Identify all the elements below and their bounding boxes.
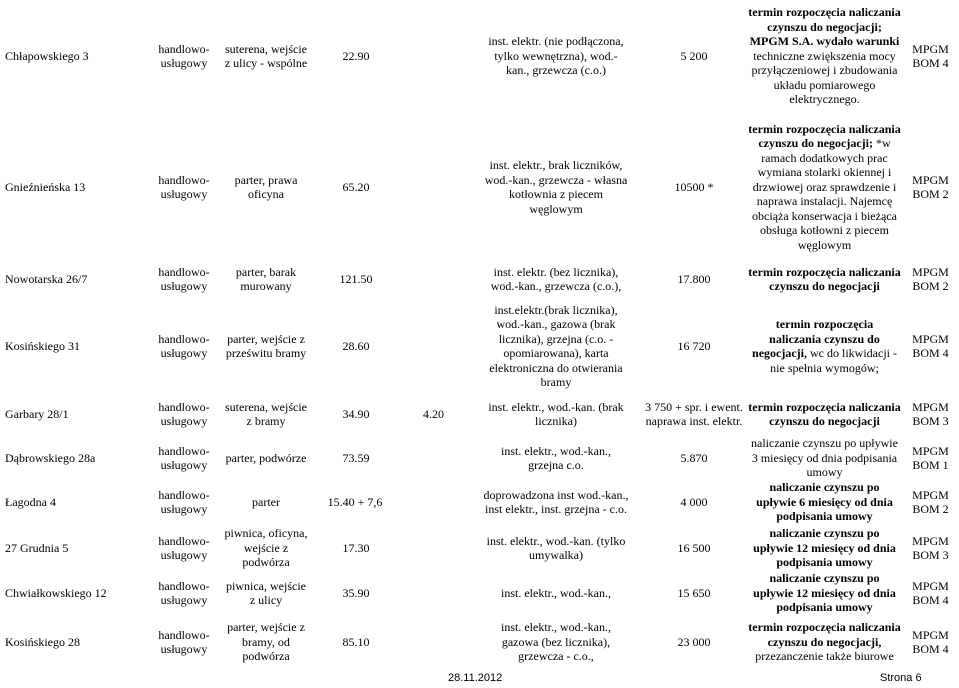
utilities-line: inst elektr., inst. grzejna - c.o. xyxy=(485,502,627,516)
area-value: 28.60 xyxy=(342,338,370,353)
notes-bold-line: czynszu do negocjacji xyxy=(769,279,880,293)
type-cell xyxy=(152,0,216,112)
notes-bold-line: termin rozpoczęcia naliczania xyxy=(748,399,901,414)
unit-cell xyxy=(902,258,959,300)
utilities-line: bramy xyxy=(540,375,572,389)
type-line: usługowy xyxy=(160,279,208,293)
notes-bold-line: naliczania czynszu do xyxy=(769,331,880,346)
area-cell xyxy=(316,258,396,300)
utilities-line: wod.-kan., grzewcza (c.o.), xyxy=(490,279,622,293)
area-value: 17.30 xyxy=(342,540,370,555)
notes-bold-line: termin rozpoczęcia naliczania xyxy=(748,5,901,20)
notes-line: obciąża konserwacja i bieżąca xyxy=(752,208,897,223)
location-line: podwórza xyxy=(242,555,290,570)
address-cell xyxy=(0,258,152,300)
location-line: oficyna xyxy=(248,187,284,201)
utilities-line: grzewcza - c.o., xyxy=(518,649,594,664)
type-line: usługowy xyxy=(160,458,208,472)
unit-line: MPGM xyxy=(912,487,949,502)
utilities-line: węglowym xyxy=(529,201,583,216)
location-line: prześwitu bramy xyxy=(225,346,307,360)
unit-line: MPGM xyxy=(912,533,949,548)
unit-line: MPGM xyxy=(912,264,949,279)
notes-line: przyłączeniowej i zbudowania xyxy=(751,63,898,78)
area-value: 85.10 xyxy=(342,634,370,649)
unit-cell xyxy=(902,392,959,436)
utilities-line: kotłownia z piecem xyxy=(509,187,603,201)
utilities-line: inst. elektr., wod.-kan., xyxy=(501,443,611,458)
utilities-line: umywalka) xyxy=(529,548,583,562)
notes-line: umowy xyxy=(806,465,843,480)
location-cell xyxy=(216,116,316,258)
unit-cell xyxy=(902,614,959,670)
address-text: Gnieźnieńska 13 xyxy=(5,179,86,194)
location-line: z ulicy - wspólne xyxy=(224,56,308,70)
address-cell xyxy=(0,572,152,614)
notes-cell xyxy=(747,436,902,480)
rent-value: 16 500 xyxy=(677,540,711,555)
type-cell xyxy=(152,392,216,436)
area-cell xyxy=(316,116,396,258)
address-text: Kosińskiego 31 xyxy=(5,338,80,353)
notes-bold-line: naliczanie czynszu po xyxy=(769,526,880,541)
location-line: z bramy xyxy=(246,414,286,428)
notes-line: techniczne zwiększenia mocy xyxy=(753,48,896,63)
location-line: piwnica, oficyna, xyxy=(224,526,308,541)
rent-cell xyxy=(641,480,747,524)
notes-bold-line: upływie 12 miesięcy od dnia xyxy=(753,585,896,600)
unit-cell xyxy=(902,300,959,392)
type-line: usługowy xyxy=(160,593,208,607)
location-line: parter, prawa xyxy=(234,172,298,187)
type-line: handlowo- xyxy=(158,264,210,279)
unit-line: BOM 2 xyxy=(912,502,949,516)
type-cell xyxy=(152,572,216,614)
utilities-line: inst. elektr. (nie podłączona, xyxy=(488,34,624,49)
unit-line: MPGM xyxy=(912,627,949,642)
utilities-line: inst. elektr., wod.-kan. (brak xyxy=(488,399,624,414)
utilities-cell xyxy=(471,0,641,112)
unit-line: BOM 4 xyxy=(912,593,949,607)
location-line: murowany xyxy=(240,279,292,293)
area-value: 73.59 xyxy=(342,450,370,465)
address-text: 27 Grudnia 5 xyxy=(5,540,69,555)
notes-line: ramach dodatkowych prac xyxy=(761,150,888,165)
utilities-line: opomiarowana), karta xyxy=(503,346,609,360)
notes-bold-line: upływie 6 miesięcy od dnia xyxy=(756,494,893,509)
location-line: suterena, wejście xyxy=(225,41,307,56)
area-value: 34.90 xyxy=(342,406,370,421)
utilities-cell xyxy=(471,300,641,392)
type-line: handlowo- xyxy=(158,172,210,187)
unit-cell xyxy=(902,480,959,524)
notes-cell xyxy=(747,614,902,670)
type-line: usługowy xyxy=(160,346,208,360)
notes-line: układu pomiarowego xyxy=(773,77,876,92)
notes-bold-line: termin rozpoczęcia naliczania xyxy=(748,620,901,635)
location-cell xyxy=(216,300,316,392)
utilities-line: gazowa (bez licznika), xyxy=(501,634,611,649)
rent-cell xyxy=(641,392,747,436)
notes-bold-line: MPGM S.A. wydało warunki xyxy=(749,34,900,49)
rent-cell xyxy=(641,614,747,670)
utilities-cell xyxy=(471,436,641,480)
address-cell xyxy=(0,392,152,436)
notes-line: naprawa instalacji. Najemcę xyxy=(756,194,893,209)
address-text: Dąbrowskiego 28a xyxy=(5,450,96,465)
area-value: 15.40 + 7,6 xyxy=(327,494,383,509)
rent-cell xyxy=(641,524,747,572)
address-cell xyxy=(0,300,152,392)
notes-bold-line: podpisania umowy xyxy=(776,600,873,615)
location-cell xyxy=(216,572,316,614)
rent-value: 5 200 xyxy=(680,48,708,63)
area-value: 121.50 xyxy=(339,271,373,286)
rent-cell xyxy=(641,436,747,480)
notes-line: 3 miesięcy od dnia podpisania xyxy=(751,450,898,465)
address-cell xyxy=(0,524,152,572)
notes-bold-line: czynszu do negocjacji, xyxy=(767,634,882,649)
footer-page: Strona 6 xyxy=(880,672,922,684)
notes-bold-line: negocjacji, xyxy=(752,346,807,360)
address-text: Kosińskiego 28 xyxy=(5,634,80,649)
utilities-line: inst.elektr.(brak licznika), xyxy=(494,302,618,317)
rent-value: 4 000 xyxy=(680,494,708,509)
notes-bold-line: termin rozpoczęcia xyxy=(775,317,874,331)
utilities-line: inst. elektr., wod.-kan., xyxy=(501,585,611,600)
utilities-cell xyxy=(471,480,641,524)
rent-value: 17.800 xyxy=(677,271,711,286)
rent-value: 5.870 xyxy=(680,450,708,465)
unit-line: BOM 4 xyxy=(912,56,949,70)
utilities-line: inst. elektr. (bez licznika), xyxy=(493,264,619,279)
unit-line: BOM 2 xyxy=(912,279,949,293)
location-line: parter, podwórze xyxy=(225,450,307,465)
address-cell xyxy=(0,480,152,524)
address-text: Garbary 28/1 xyxy=(5,406,69,421)
type-line: usługowy xyxy=(160,56,208,70)
unit-line: MPGM xyxy=(912,399,949,414)
rent-cell xyxy=(641,300,747,392)
address-cell xyxy=(0,116,152,258)
type-line: handlowo- xyxy=(158,399,210,414)
type-line: handlowo- xyxy=(158,578,210,593)
area-cell xyxy=(316,392,396,436)
area-cell xyxy=(316,300,396,392)
utilities-line: doprowadzona inst wod.-kan., xyxy=(483,487,629,502)
type-line: handlowo- xyxy=(158,443,210,458)
type-line: usługowy xyxy=(160,642,208,656)
notes-bold-line: podpisania umowy xyxy=(776,509,873,524)
notes-line: elektrycznego. xyxy=(789,92,860,107)
location-line: suterena, wejście xyxy=(225,399,307,414)
unit-line: BOM 2 xyxy=(912,187,949,201)
unit-line: MPGM xyxy=(912,41,949,56)
notes-cell xyxy=(747,116,902,258)
rent-value: 16 720 xyxy=(677,338,711,353)
notes-bold-line: termin rozpoczęcia naliczania xyxy=(748,264,901,279)
location-cell xyxy=(216,524,316,572)
notes-bold-line: naliczanie czynszu po xyxy=(769,480,880,495)
type-line: handlowo- xyxy=(158,627,210,642)
notes-bold-line: termin rozpoczęcia naliczania xyxy=(748,121,901,136)
notes-cell xyxy=(747,524,902,572)
location-cell xyxy=(216,258,316,300)
notes-cell xyxy=(747,572,902,614)
utilities-line: tylko wewnętrzna), wod.- xyxy=(494,48,618,63)
address-text: Chłapowskiego 3 xyxy=(5,48,89,63)
address-text: Nowotarska 26/7 xyxy=(5,271,88,286)
rent-value: 3 750 + spr. i ewent. xyxy=(645,399,743,414)
notes-line: przezanczenie także biurowe xyxy=(755,649,894,664)
notes-cell xyxy=(747,392,902,436)
area2-cell xyxy=(396,392,471,436)
type-cell xyxy=(152,614,216,670)
type-line: usługowy xyxy=(160,414,208,428)
utilities-cell xyxy=(471,116,641,258)
type-cell xyxy=(152,300,216,392)
utilities-cell xyxy=(471,614,641,670)
utilities-line: licznika), grzejna (c.o. - xyxy=(498,331,614,346)
unit-line: BOM 4 xyxy=(912,346,949,360)
unit-cell xyxy=(902,572,959,614)
type-line: handlowo- xyxy=(158,331,210,346)
location-line: piwnica, wejście xyxy=(226,578,306,593)
address-cell xyxy=(0,436,152,480)
location-line: parter, wejście z xyxy=(227,620,305,635)
utilities-cell xyxy=(471,258,641,300)
area-cell xyxy=(316,614,396,670)
notes-line: wymiana stolarki okiennej i xyxy=(757,165,892,180)
unit-line: MPGM xyxy=(912,331,949,346)
notes-line: nie spełnia wymogów; xyxy=(770,360,879,375)
utilities-line: elektroniczna do otwierania xyxy=(489,360,623,375)
area-value: 35.90 xyxy=(342,585,370,600)
notes-cell xyxy=(747,300,902,392)
utilities-line: inst. elektr., wod.-kan., xyxy=(501,620,611,635)
unit-cell xyxy=(902,0,959,112)
utilities-line: inst. elektr., brak liczników, xyxy=(489,158,623,172)
type-line: usługowy xyxy=(160,548,208,562)
location-cell xyxy=(216,436,316,480)
notes-line: wc do likwidacji - xyxy=(807,346,897,360)
notes-bold-line: podpisania umowy xyxy=(776,555,873,570)
area-cell xyxy=(316,572,396,614)
unit-line: MPGM xyxy=(912,443,949,458)
area-cell xyxy=(300,480,410,524)
utilities-line: kan., grzewcza (c.o.) xyxy=(506,63,606,78)
notes-cell xyxy=(747,0,902,112)
location-cell xyxy=(216,392,316,436)
area-cell xyxy=(316,524,396,572)
location-line: bramy, od xyxy=(242,634,290,649)
location-line: parter xyxy=(252,494,280,509)
type-line: handlowo- xyxy=(158,533,210,548)
utilities-cell xyxy=(471,392,641,436)
utilities-cell xyxy=(471,572,641,614)
notes-tail: *w xyxy=(872,136,891,151)
utilities-line: wod.-kan., gazowa (brak xyxy=(496,317,616,331)
address-text: Łagodna 4 xyxy=(5,494,56,509)
area-cell xyxy=(316,436,396,480)
notes-cell xyxy=(747,258,902,300)
type-cell xyxy=(152,480,216,524)
location-cell xyxy=(216,614,316,670)
unit-line: BOM 3 xyxy=(912,414,949,428)
area-value: 22.90 xyxy=(342,48,370,63)
notes-line: obsługa kotłowni z piecem xyxy=(760,223,889,238)
type-cell xyxy=(152,116,216,258)
unit-cell xyxy=(902,116,959,258)
type-line: usługowy xyxy=(160,187,208,201)
unit-line: BOM 4 xyxy=(912,642,949,656)
type-cell xyxy=(152,524,216,572)
type-cell xyxy=(152,258,216,300)
rent-cell xyxy=(641,0,747,112)
utilities-line: licznika) xyxy=(535,414,577,428)
unit-line: MPGM xyxy=(912,578,949,593)
area2-value: 4.20 xyxy=(423,406,444,421)
utilities-line: inst. elektr., wod.-kan. (tylko xyxy=(486,533,626,548)
rent-note: naprawa inst. elektr. xyxy=(645,414,743,428)
rent-cell xyxy=(641,572,747,614)
unit-cell xyxy=(902,436,959,480)
utilities-line: grzejna c.o. xyxy=(528,458,584,472)
notes-bold-line: upływie 12 miesięcy od dnia xyxy=(753,540,896,555)
location-cell xyxy=(216,0,316,112)
notes-line: węglowym xyxy=(797,237,852,252)
notes-bold-line: czynszu do negocjacji xyxy=(769,414,880,428)
type-line: handlowo- xyxy=(158,487,210,502)
rent-value: 23 000 xyxy=(677,634,711,649)
rent-cell xyxy=(641,258,747,300)
location-line: parter, barak xyxy=(235,264,297,279)
type-line: handlowo- xyxy=(158,41,210,56)
utilities-cell xyxy=(471,524,641,572)
location-line: z ulicy xyxy=(249,593,283,607)
footer-date: 28.11.2012 xyxy=(448,672,503,684)
rent-value: 15 650 xyxy=(677,585,711,600)
unit-line: BOM 3 xyxy=(912,548,949,562)
notes-bold-line: czynszu do negocjacji; xyxy=(767,19,882,34)
notes-cell xyxy=(747,480,902,524)
location-line: parter, wejście z xyxy=(227,331,305,346)
address-cell xyxy=(0,0,152,112)
notes-bold-line: naliczanie czynszu po xyxy=(769,571,880,586)
notes-line: drzwiowej oraz sprawdzenie i xyxy=(752,179,897,194)
area-cell xyxy=(316,0,396,112)
utilities-line: wod.-kan., grzewcza - własna xyxy=(484,172,628,187)
address-cell xyxy=(0,614,152,670)
unit-line: MPGM xyxy=(912,172,949,187)
type-cell xyxy=(152,436,216,480)
unit-line: BOM 1 xyxy=(912,458,949,472)
notes-bold-line: czynszu do negocjacji; xyxy=(758,136,873,151)
location-line: wejście z xyxy=(243,540,289,555)
rent-cell xyxy=(641,116,747,258)
location-line: podwórza xyxy=(242,649,290,664)
type-line: usługowy xyxy=(160,502,208,516)
unit-cell xyxy=(902,524,959,572)
notes-line: naliczanie czynszu po upływie xyxy=(751,436,898,451)
rent-value: 10500 * xyxy=(674,179,714,194)
address-text: Chwiałkowskiego 12 xyxy=(5,585,107,600)
area-value: 65.20 xyxy=(342,179,370,194)
